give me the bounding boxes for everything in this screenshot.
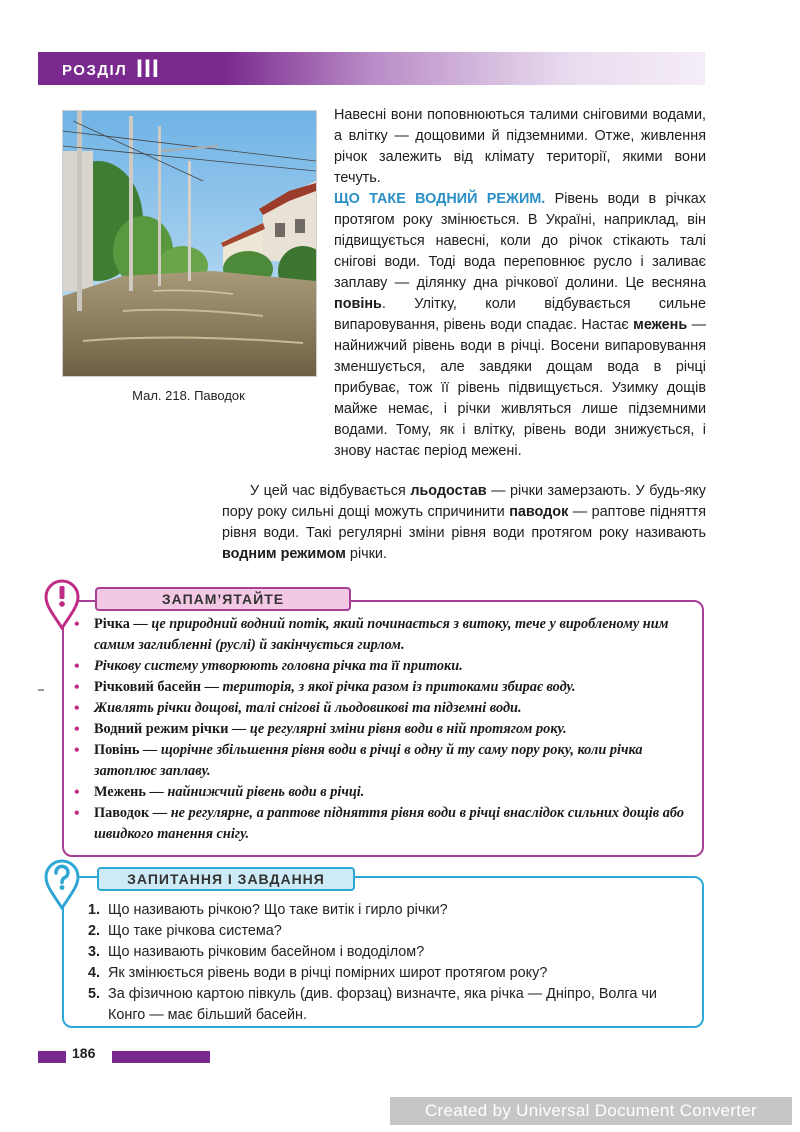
question-text: Що називають річковим басейном і вододілом? (108, 944, 425, 960)
text-run: . Улітку, коли відбувається сильне випаровування, рівень води спадає. Настає (334, 296, 706, 333)
term: Річковий басейн (94, 679, 202, 695)
text-run: Рівень води в річках протягом року змінюється. В Україні, наприклад, він підвищується навесні, коли до річок стікають талі снігові води. Тоді вода переповнює русло і заливає заплаву — ділянку дна річкової долини. Це весняна (334, 191, 706, 291)
list-item (70, 698, 694, 719)
definition: — це регулярні зміни рівня води в ній протягом року. (228, 721, 567, 737)
section-label: РОЗДІЛ (62, 62, 128, 79)
question-number: 4. (88, 965, 101, 981)
question-number: 2. (88, 923, 101, 939)
page-number: 186 (72, 1045, 96, 1061)
question-pin-icon (43, 858, 81, 910)
figure-caption: Мал. 218. Паводок (132, 388, 245, 403)
section-number: III (136, 55, 160, 83)
watermark: Created by Universal Document Converter (390, 1097, 792, 1125)
term-pavodok: паводок (509, 504, 569, 520)
list-item (70, 782, 694, 803)
list-item (70, 656, 694, 677)
list-item (70, 740, 694, 782)
definition: — найнижчий рівень води в річці. (145, 784, 365, 800)
footer-bar-left (38, 1051, 66, 1063)
text-run: У цей час відбувається (250, 483, 411, 499)
margin-mark (38, 689, 44, 691)
list-item (70, 719, 694, 740)
text-run: річки. (345, 546, 387, 562)
question-number: 5. (88, 986, 101, 1002)
text-run: — річки замерзають. У будь-яку пору року сильні дощі можуть спричинити (222, 483, 706, 520)
definition: Живлять річки дощові, талі снігові й льодовикові та підземні води. (94, 700, 522, 716)
question-number: 3. (88, 944, 101, 960)
definition: Річкову систему утворюють головна річка та її притоки. (94, 658, 463, 674)
question-text: Що таке річкова система? (108, 923, 282, 939)
text-run: — раптове підняття рівня води. Такі регулярні зміни рівня води протягом року називають (222, 504, 706, 541)
section-header-bar (38, 52, 705, 85)
section-heading: ЩО ТАКЕ ВОДНИЙ РЕЖИМ. (334, 191, 546, 207)
term: Річка (94, 616, 130, 632)
question-item (88, 942, 688, 963)
questions-title: ЗАПИТАННЯ І ЗАВДАННЯ (97, 867, 355, 891)
question-number: 1. (88, 902, 101, 918)
term-mezhen: межень (633, 317, 688, 333)
intro-paragraph (334, 105, 706, 189)
term: Паводок (94, 805, 150, 821)
footer-bar-right (112, 1051, 210, 1063)
list-item (70, 803, 694, 845)
term: Межень (94, 784, 146, 800)
definition: — щорічне збільшення рівня води в річці в одну й ту саму пору року, коли річка затоплює заплаву. (94, 742, 643, 779)
question-item (88, 900, 688, 921)
term: Повінь (94, 742, 140, 758)
term-povin: повінь (334, 296, 382, 312)
term-lodostav: льодостав (410, 483, 487, 499)
question-text: Як змінюється рівень води в річці помірних широт протягом року? (108, 965, 548, 981)
question-item (88, 963, 688, 984)
paragraph-1: Навесні вони поповнюються талими сніговими водами, а влітку — дощовими й підземними. Отже, живлення річок залежить від клімату території, якими вони течуть. (334, 107, 706, 186)
questions-list (88, 900, 688, 1026)
remember-list (70, 614, 694, 845)
question-item (88, 984, 688, 1026)
definition: — територія, з якої річка разом із притоками збирає воду. (201, 679, 576, 695)
term-water-regime: водним режимом (222, 546, 346, 562)
definition: — це природний водний потік, який починається з витоку, тече у виробленому ним самим заглибленні (руслі) й закінчується гирлом. (94, 616, 669, 653)
question-item (88, 921, 688, 942)
paragraph-3 (222, 481, 706, 565)
remember-title: ЗАПАМ’ЯТАЙТЕ (95, 587, 351, 611)
term: Водний режим річки (94, 721, 229, 737)
flood-photo (62, 110, 317, 377)
list-item (70, 677, 694, 698)
definition: — не регулярне, а раптове підняття рівня води в річці внаслідок сильних дощів або швидкого танення снігу. (94, 805, 684, 842)
water-regime-paragraph (334, 189, 706, 462)
list-item (70, 614, 694, 656)
text-run: — найнижчий рівень води в річці. Восени випаровування зменшується, але завдяки дощам вода в річці прибуває, тож її рівень підвищується. Узимку дощів майже немає, і річки живляться лише підземними водами. Тому, як і влітку, рівень води знижується, і знову настає період межені. (334, 317, 707, 459)
question-text: За фізичною картою півкуль (див. форзац) визначте, яка річка — Дніпро, Волга чи Конго — має більший басейн. (108, 986, 657, 1023)
question-text: Що називають річкою? Що таке витік і гирло річки? (108, 902, 448, 918)
